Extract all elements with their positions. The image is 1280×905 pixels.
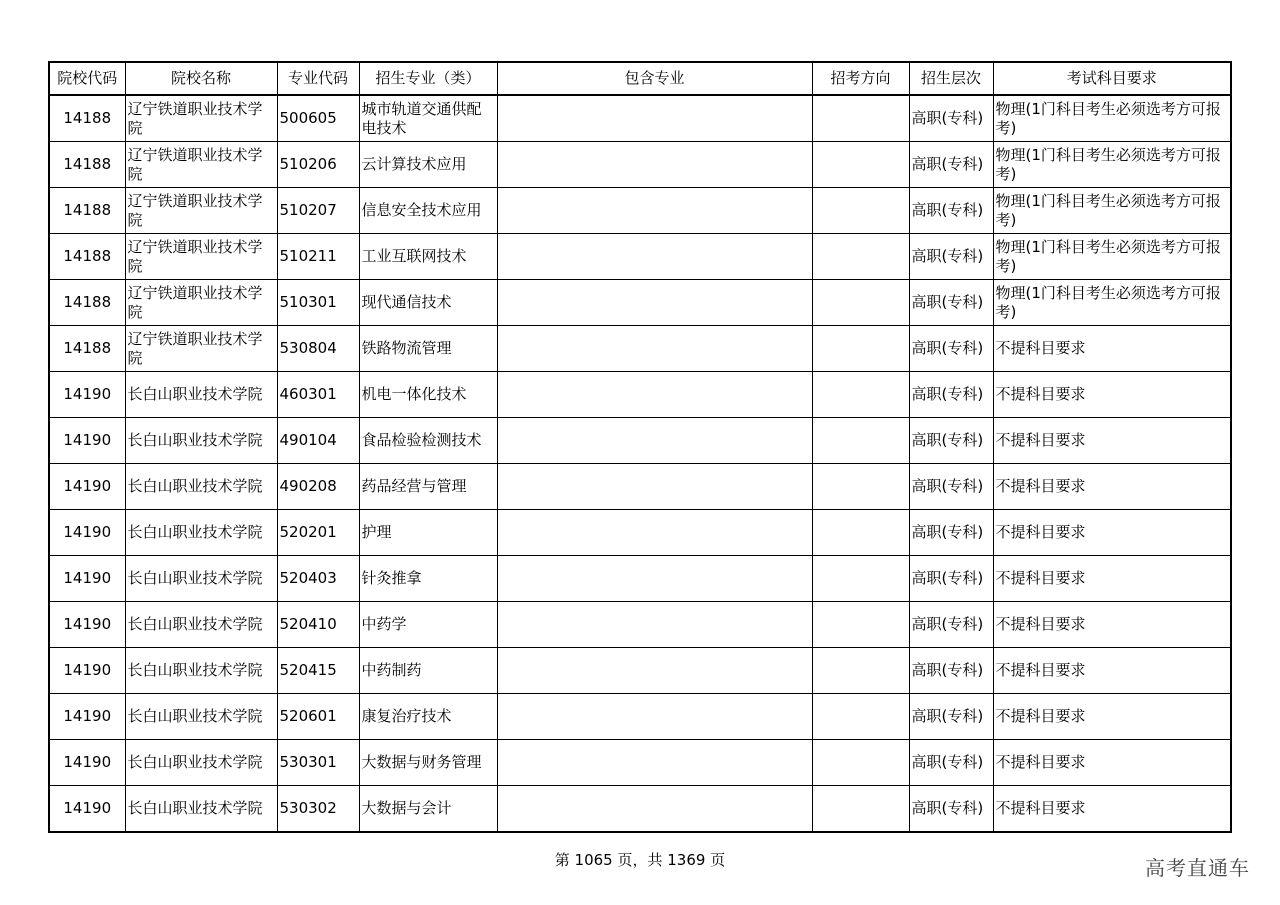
cell-school-name: 长白山职业技术学院 xyxy=(125,786,277,833)
cell-includes xyxy=(497,418,812,464)
cell-school-name: 辽宁铁道职业技术学院 xyxy=(125,234,277,280)
cell-level: 高职(专科) xyxy=(909,786,993,833)
cell-major: 大数据与会计 xyxy=(359,786,497,833)
table-row xyxy=(49,648,1231,694)
cell-requirement: 不提科目要求 xyxy=(993,372,1231,418)
table-row xyxy=(49,418,1231,464)
table-header-row xyxy=(49,62,1231,95)
cell-requirement: 不提科目要求 xyxy=(993,464,1231,510)
cell-school-code: 14190 xyxy=(49,740,125,786)
table-row xyxy=(49,372,1231,418)
cell-includes xyxy=(497,786,812,833)
cell-school-code: 14190 xyxy=(49,464,125,510)
cell-level: 高职(专科) xyxy=(909,694,993,740)
cell-school-name: 长白山职业技术学院 xyxy=(125,556,277,602)
cell-major: 信息安全技术应用 xyxy=(359,188,497,234)
cell-major: 护理 xyxy=(359,510,497,556)
cell-school-name: 长白山职业技术学院 xyxy=(125,740,277,786)
admission-table xyxy=(48,61,1232,833)
table-row xyxy=(49,786,1231,833)
cell-direction xyxy=(812,326,909,372)
cell-major-code: 520601 xyxy=(277,694,359,740)
cell-major: 大数据与财务管理 xyxy=(359,740,497,786)
cell-school-name: 辽宁铁道职业技术学院 xyxy=(125,280,277,326)
cell-school-code: 14188 xyxy=(49,234,125,280)
cell-direction xyxy=(812,648,909,694)
header-school-name: 院校名称 xyxy=(125,62,277,95)
cell-major: 药品经营与管理 xyxy=(359,464,497,510)
table-row xyxy=(49,188,1231,234)
cell-school-code: 14190 xyxy=(49,648,125,694)
cell-requirement: 不提科目要求 xyxy=(993,786,1231,833)
table-row xyxy=(49,510,1231,556)
cell-requirement: 不提科目要求 xyxy=(993,694,1231,740)
cell-level: 高职(专科) xyxy=(909,556,993,602)
cell-requirement: 不提科目要求 xyxy=(993,418,1231,464)
cell-requirement: 不提科目要求 xyxy=(993,556,1231,602)
cell-level: 高职(专科) xyxy=(909,95,993,142)
cell-major: 现代通信技术 xyxy=(359,280,497,326)
header-major-code: 专业代码 xyxy=(277,62,359,95)
table-row xyxy=(49,602,1231,648)
cell-level: 高职(专科) xyxy=(909,326,993,372)
cell-school-code: 14188 xyxy=(49,188,125,234)
cell-school-code: 14190 xyxy=(49,786,125,833)
cell-school-name: 长白山职业技术学院 xyxy=(125,694,277,740)
cell-level: 高职(专科) xyxy=(909,372,993,418)
cell-level: 高职(专科) xyxy=(909,740,993,786)
cell-school-name: 长白山职业技术学院 xyxy=(125,648,277,694)
cell-direction xyxy=(812,372,909,418)
cell-major: 食品检验检测技术 xyxy=(359,418,497,464)
cell-major-code: 490208 xyxy=(277,464,359,510)
header-requirement: 考试科目要求 xyxy=(993,62,1231,95)
cell-school-name: 辽宁铁道职业技术学院 xyxy=(125,326,277,372)
cell-requirement: 物理(1门科目考生必须选考方可报考) xyxy=(993,280,1231,326)
cell-direction xyxy=(812,510,909,556)
cell-direction xyxy=(812,464,909,510)
cell-includes xyxy=(497,188,812,234)
cell-school-code: 14190 xyxy=(49,556,125,602)
cell-level: 高职(专科) xyxy=(909,280,993,326)
cell-school-name: 长白山职业技术学院 xyxy=(125,464,277,510)
cell-direction xyxy=(812,280,909,326)
cell-school-name: 辽宁铁道职业技术学院 xyxy=(125,95,277,142)
table-row xyxy=(49,142,1231,188)
cell-major-code: 530301 xyxy=(277,740,359,786)
cell-includes xyxy=(497,510,812,556)
cell-major-code: 500605 xyxy=(277,95,359,142)
cell-level: 高职(专科) xyxy=(909,188,993,234)
cell-level: 高职(专科) xyxy=(909,142,993,188)
cell-includes xyxy=(497,648,812,694)
cell-includes xyxy=(497,95,812,142)
cell-level: 高职(专科) xyxy=(909,602,993,648)
cell-school-code: 14188 xyxy=(49,280,125,326)
header-major: 招生专业（类） xyxy=(359,62,497,95)
cell-requirement: 不提科目要求 xyxy=(993,648,1231,694)
cell-school-code: 14188 xyxy=(49,142,125,188)
cell-includes xyxy=(497,234,812,280)
cell-direction xyxy=(812,786,909,833)
cell-school-name: 长白山职业技术学院 xyxy=(125,372,277,418)
cell-includes xyxy=(497,694,812,740)
cell-requirement: 不提科目要求 xyxy=(993,326,1231,372)
table-row xyxy=(49,95,1231,142)
cell-major-code: 510207 xyxy=(277,188,359,234)
cell-major: 机电一体化技术 xyxy=(359,372,497,418)
cell-requirement: 物理(1门科目考生必须选考方可报考) xyxy=(993,188,1231,234)
cell-requirement: 不提科目要求 xyxy=(993,602,1231,648)
header-includes: 包含专业 xyxy=(497,62,812,95)
cell-includes xyxy=(497,280,812,326)
cell-major-code: 510301 xyxy=(277,280,359,326)
table-row xyxy=(49,740,1231,786)
cell-level: 高职(专科) xyxy=(909,648,993,694)
cell-major: 针灸推拿 xyxy=(359,556,497,602)
cell-school-code: 14188 xyxy=(49,95,125,142)
cell-direction xyxy=(812,234,909,280)
cell-major-code: 520410 xyxy=(277,602,359,648)
cell-major: 铁路物流管理 xyxy=(359,326,497,372)
cell-requirement: 不提科目要求 xyxy=(993,510,1231,556)
header-direction: 招考方向 xyxy=(812,62,909,95)
watermark: 高考直通车 xyxy=(1145,856,1250,880)
cell-major: 中药制药 xyxy=(359,648,497,694)
cell-major-code: 520403 xyxy=(277,556,359,602)
cell-requirement: 物理(1门科目考生必须选考方可报考) xyxy=(993,234,1231,280)
cell-includes xyxy=(497,142,812,188)
cell-major: 城市轨道交通供配电技术 xyxy=(359,95,497,142)
cell-direction xyxy=(812,694,909,740)
cell-includes xyxy=(497,464,812,510)
cell-requirement: 不提科目要求 xyxy=(993,740,1231,786)
cell-direction xyxy=(812,740,909,786)
cell-school-code: 14190 xyxy=(49,602,125,648)
cell-includes xyxy=(497,740,812,786)
cell-major-code: 530804 xyxy=(277,326,359,372)
table-row xyxy=(49,694,1231,740)
cell-requirement: 物理(1门科目考生必须选考方可报考) xyxy=(993,142,1231,188)
cell-level: 高职(专科) xyxy=(909,234,993,280)
header-school-code: 院校代码 xyxy=(49,62,125,95)
cell-major: 中药学 xyxy=(359,602,497,648)
cell-school-name: 辽宁铁道职业技术学院 xyxy=(125,188,277,234)
cell-direction xyxy=(812,188,909,234)
cell-level: 高职(专科) xyxy=(909,510,993,556)
cell-major: 康复治疗技术 xyxy=(359,694,497,740)
table-row xyxy=(49,280,1231,326)
cell-includes xyxy=(497,556,812,602)
cell-direction xyxy=(812,602,909,648)
cell-requirement: 物理(1门科目考生必须选考方可报考) xyxy=(993,95,1231,142)
cell-direction xyxy=(812,142,909,188)
cell-major-code: 530302 xyxy=(277,786,359,833)
cell-major-code: 520415 xyxy=(277,648,359,694)
cell-school-name: 长白山职业技术学院 xyxy=(125,602,277,648)
cell-major-code: 520201 xyxy=(277,510,359,556)
cell-school-name: 长白山职业技术学院 xyxy=(125,510,277,556)
table-row xyxy=(49,234,1231,280)
cell-major-code: 510211 xyxy=(277,234,359,280)
cell-level: 高职(专科) xyxy=(909,464,993,510)
cell-major: 工业互联网技术 xyxy=(359,234,497,280)
cell-direction xyxy=(812,556,909,602)
cell-major-code: 460301 xyxy=(277,372,359,418)
cell-school-code: 14190 xyxy=(49,510,125,556)
table-row xyxy=(49,556,1231,602)
cell-school-code: 14190 xyxy=(49,694,125,740)
cell-direction xyxy=(812,95,909,142)
cell-includes xyxy=(497,326,812,372)
cell-includes xyxy=(497,372,812,418)
cell-direction xyxy=(812,418,909,464)
cell-school-name: 辽宁铁道职业技术学院 xyxy=(125,142,277,188)
cell-includes xyxy=(497,602,812,648)
table-row xyxy=(49,326,1231,372)
cell-school-code: 14190 xyxy=(49,418,125,464)
cell-school-code: 14188 xyxy=(49,326,125,372)
cell-major: 云计算技术应用 xyxy=(359,142,497,188)
header-level: 招生层次 xyxy=(909,62,993,95)
table-row xyxy=(49,464,1231,510)
cell-school-name: 长白山职业技术学院 xyxy=(125,418,277,464)
cell-major-code: 510206 xyxy=(277,142,359,188)
cell-school-code: 14190 xyxy=(49,372,125,418)
page-number: 第 1065 页，共 1369 页 xyxy=(554,851,726,869)
cell-major-code: 490104 xyxy=(277,418,359,464)
cell-level: 高职(专科) xyxy=(909,418,993,464)
